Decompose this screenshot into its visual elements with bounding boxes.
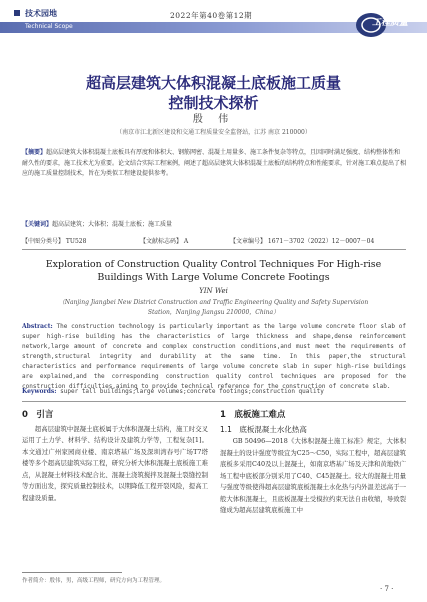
en-title-line-1: Exploration of Construction Quality Control Techniques For High-rise [45, 259, 382, 270]
footnote-rule [22, 572, 122, 573]
en-affiliation-line-1: （Nanjing Jiangbei New District Construction and Traffic Engineering Quality and Safety Supervision [58, 299, 369, 306]
page-number: · 7 · [380, 585, 394, 593]
en-abstract-label: Abstract: [22, 323, 53, 330]
section-heading: 1 底板施工难点 [220, 410, 286, 420]
section-name: 技术园地 [25, 9, 57, 18]
clc-number: 【中图分类号】 TU528 [22, 238, 87, 245]
divider [22, 401, 406, 402]
left-column [22, 410, 208, 504]
en-affiliation [40, 298, 387, 318]
en-affiliation-line-2: Station，Nanjing Jiangsu 210000，China） [147, 309, 280, 316]
en-keywords [22, 388, 406, 395]
author-name: 殷 伟 [192, 114, 235, 125]
body-paragraph: GB 50496—2018《大体积混凝土施工标准》规定，大体积混凝土的设计强度等级宜为C25～C50，实际工程中，超高层建筑底板多采用C40及以上混凝土，如南京塔基广场及天津和黄地铁广场工程中底板部分别采用了C40、C45混凝土。较大的混凝土用量与强度等级使得超高层建筑底板混凝土水化热与内外温差远高于一般大体积混凝土，且底板混凝土受模拉约束无法自由收缩，导致裂缝成为超高层建筑底板施工中 [220, 437, 406, 514]
en-author: YIN Wei [199, 287, 228, 295]
keywords-cn [22, 220, 406, 231]
section-name-en: Technical Scope [25, 23, 73, 30]
en-abstract [22, 322, 406, 392]
en-keywords-label: Keywords: [22, 388, 57, 395]
article-title-line-1: 超高层建筑大体积混凝土底板施工质量 [85, 74, 341, 92]
keywords-text: 超高层建筑；大体积；混凝土底板；施工质量 [52, 221, 173, 228]
abstract-cn [22, 148, 406, 180]
divider [22, 249, 406, 250]
keywords-label: 【关键词】 [22, 221, 53, 228]
right-column [220, 410, 406, 517]
section-marker [14, 10, 20, 16]
body-paragraph: 超高层建筑中混凝土底板属于大体积混凝土结构，施工时交叉运用了土力学、材料学、结构设计及建筑力学等，工程复杂[1]。本文通过广州家园商业楼、南京塔基广场及深圳湾春号广场T7塔楼等多个超高层建筑实际工程，研究分析大体积混凝土底板施工难点，从混凝土材料技术配合比、混凝土浇筑搅拌及混凝土裂缝控制等方面出发，探究质量控制技术，以期降低工程开裂风险，提高工程建设质量。 [22, 424, 208, 502]
abstract-label: 【摘要】 [22, 149, 47, 156]
journal-logo-text: 工程质量 [372, 18, 409, 28]
issue-info: 2022年第40卷第12期 [170, 11, 253, 20]
section-heading: 0 引言 [22, 410, 54, 420]
author-affiliation: （南京市江北新区建设和交通工程质量安全监督站，江苏 南京 210000） [116, 129, 311, 136]
journal-header [0, 0, 427, 50]
abstract-text: 超高层建筑大体积混凝土底板具有厚度和体积大、钢筋网密、混凝土用量多、施工条件复杂等特点，且因同时满足强度、结构整体性和耐久性的要求，施工技术尤为重要。论文结合实际工程案例，阐述了超高层建筑大体积混凝土底板的结构特点和性能要求，针对施工难点提出了相应的施工质量控制技术，旨在为类似工程建设提供参考。 [22, 149, 407, 177]
article-number: 【文章编号】 1671－3702（2022）12－0007－04 [230, 238, 375, 245]
author-footnote: 作者简介：殷伟，男，高级工程师，研究方向为工程管理。 [22, 578, 166, 584]
en-title-line-2: Buildings With Large Volume Concrete Footings [97, 272, 330, 283]
subsection-heading: 1.1 底板混凝土水化热高 [220, 424, 307, 434]
doc-code: 【文献标志码】 A [140, 238, 189, 245]
en-keywords-text: super tall buildings;large volumes;concrete footings;construction quality [60, 388, 324, 395]
article-title-line-2: 控制技术探析 [168, 94, 259, 112]
en-abstract-text: The construction technology is particularly important as the large volume concrete floor slab of super high-rise building has the characteristics of large thickness and shape,dense reinforcement network,large amount of concrete and complex construction conditions,and must meet the requirements of strength,structural integrity and durability at the same time. In this paper,the structural characteristics and performance requirements of large volume concrete slab in super high-rise buildings are explained,and the corresponding construction quality control techniques are proposed for the construction difficulties,aiming to provide technical reference for the construction of concrete slab. [22, 323, 406, 390]
